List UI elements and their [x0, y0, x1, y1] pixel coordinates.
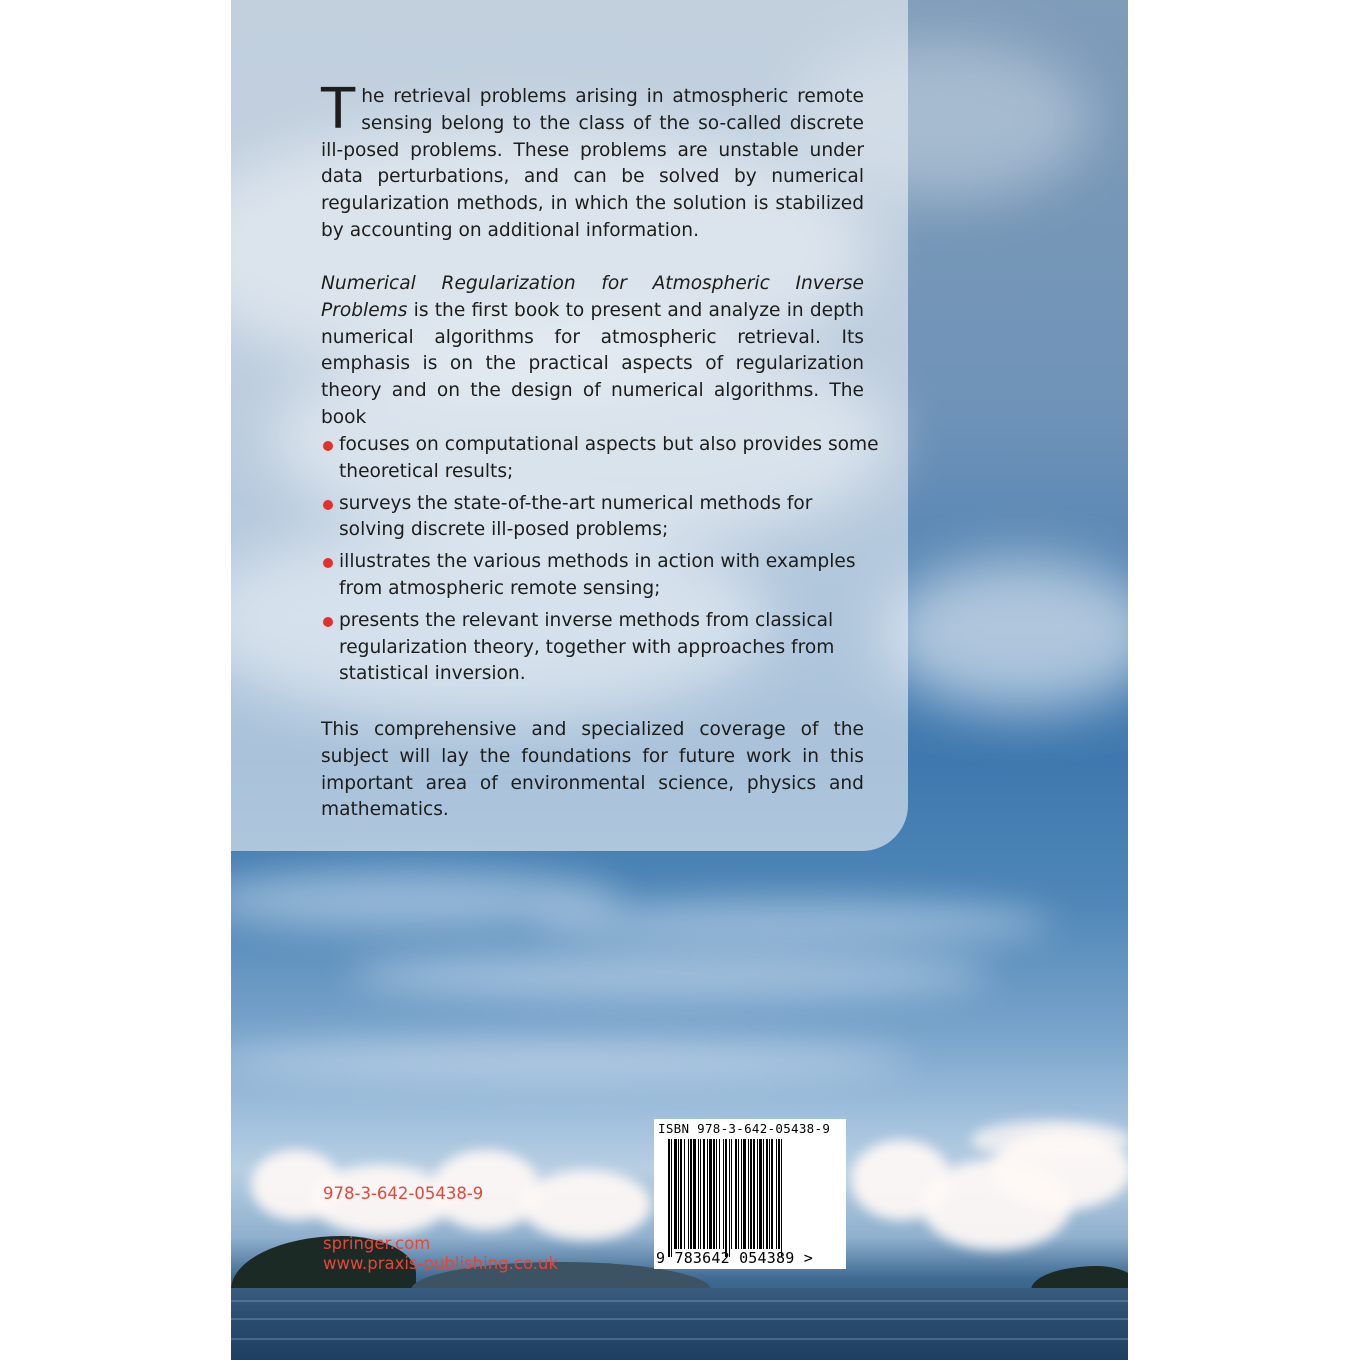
sea: [231, 1288, 1128, 1360]
barcode-bar: [723, 1139, 724, 1249]
barcode-bar: [781, 1139, 782, 1257]
sky-cloud: [881, 560, 1128, 710]
book-title-italic: Numerical Regularization for Atmospheric Inverse Problems: [321, 273, 864, 321]
barcode-bar: [741, 1139, 742, 1249]
cloud-streak: [231, 1040, 911, 1080]
list-item: illustrates the various methods in action with examples from atmospheric remote sensing;: [321, 549, 881, 603]
intro-paragraph-text: he retrieval problems arising in atmospheric remote sensing belong to the class of the so-called discrete ill-posed problems. These problems are unstable under data perturbations, and can be solved by numerical regularization methods, in which the solution is stabilized by accounting on additional information.: [321, 86, 864, 241]
bullet-dot-icon: [323, 617, 333, 627]
barcode-bar: [698, 1139, 699, 1249]
barcode-bar: [707, 1139, 708, 1249]
barcode-bar: [771, 1139, 773, 1249]
barcode-bar: [716, 1139, 717, 1249]
barcode-bar: [688, 1139, 689, 1249]
feature-list: [321, 432, 881, 693]
closing-paragraph: This comprehensive and specialized coverage of the subject will lay the foundations for future work in this important area of environmental science, physics and mathematics.: [321, 719, 864, 821]
list-item: presents the relevant inverse methods from classical regularization theory, together with approaches from statistical inversion.: [321, 608, 881, 688]
isbn-number: 978-3-642-05438-9: [323, 1184, 484, 1203]
barcode-bar: [735, 1139, 737, 1249]
list-item: focuses on computational aspects but also provides some theoretical results;: [321, 432, 881, 486]
barcode-digits: 9 783642 054389 >: [656, 1249, 813, 1267]
barcode-bar: [769, 1139, 770, 1249]
barcode-bar: [748, 1139, 749, 1249]
barcode-bar: [766, 1139, 768, 1249]
barcode-isbn-label: ISBN 978-3-642-05438-9: [658, 1121, 831, 1136]
cumulus-cloud: [971, 1120, 1128, 1160]
barcode-bar: [757, 1139, 758, 1249]
barcode-bar: [671, 1139, 672, 1257]
text-panel: [231, 0, 908, 851]
island-right: [1031, 1266, 1128, 1290]
cloud-streak: [531, 900, 1051, 945]
cloud-streak: [351, 950, 991, 1000]
barcode-bar: [690, 1139, 692, 1249]
barcode-bar: [731, 1139, 732, 1249]
barcode-bar: [759, 1139, 762, 1249]
bullet-dot-icon: [323, 441, 333, 451]
barcode-bar: [678, 1139, 679, 1249]
barcode-bar: [778, 1139, 780, 1249]
bullet-dot-icon: [323, 558, 333, 568]
publisher-website[interactable]: springer.com: [323, 1234, 431, 1253]
barcode-bar: [738, 1139, 739, 1249]
barcode-bar: [750, 1139, 752, 1249]
book-back-cover: [231, 0, 1128, 1360]
barcode-bar: [743, 1139, 746, 1249]
list-item: surveys the state-of-the-art numerical methods for solving discrete ill-posed problems;: [321, 491, 881, 545]
barcode-bar: [703, 1139, 705, 1249]
barcode-bar: [713, 1139, 715, 1249]
book-description-paragraph: [321, 271, 864, 432]
barcode-bar: [729, 1139, 730, 1257]
book-description-text: is the first book to present and analyze in depth numerical algorithms for atmospheric retrieval. Its emphasis is on the practical aspects of regularization theory and on the design of numerical algorithms. The book: [321, 299, 864, 428]
barcode-bar: [725, 1139, 727, 1257]
bullet-dot-icon: [323, 500, 333, 510]
barcode-bar: [753, 1139, 755, 1249]
barcode-bar: [776, 1139, 777, 1249]
drop-cap: T: [321, 77, 356, 142]
barcode-bar: [674, 1139, 677, 1249]
barcode-bar: [763, 1139, 764, 1249]
barcode-bar: [709, 1139, 712, 1249]
cumulus-cloud: [521, 1170, 651, 1240]
barcode: [654, 1119, 846, 1269]
barcode-bar: [684, 1139, 685, 1249]
intro-paragraph: [321, 77, 864, 245]
barcode-bar: [668, 1139, 670, 1257]
barcode-bar: [680, 1139, 682, 1249]
barcode-icon: [654, 1119, 846, 1269]
barcode-bar: [719, 1139, 720, 1249]
barcode-bar: [700, 1139, 701, 1249]
barcode-bar: [693, 1139, 696, 1249]
publisher-website-secondary[interactable]: www.praxis-publishing.co.uk: [323, 1254, 559, 1273]
